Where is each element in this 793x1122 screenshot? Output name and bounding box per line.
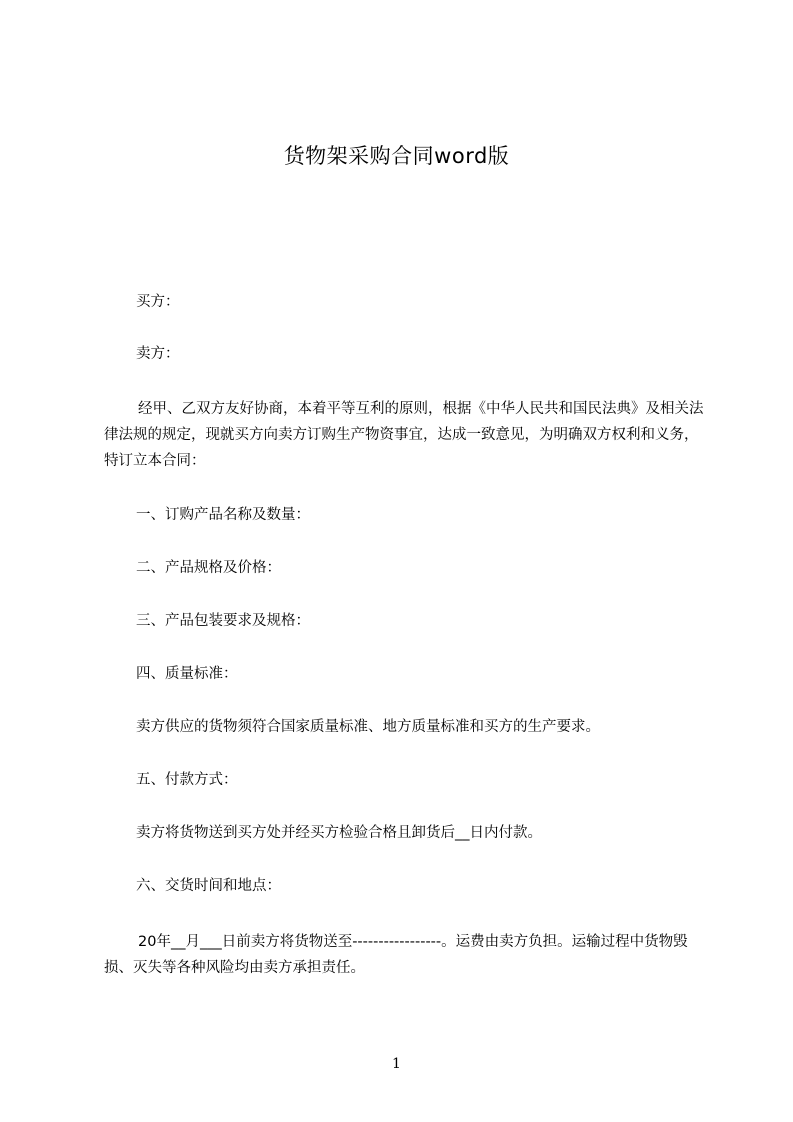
- section-6-paragraph: [104, 929, 704, 981]
- section-1-heading: 一、订购产品名称及数量：: [136, 507, 310, 523]
- buyer-label: 买方：: [136, 294, 180, 310]
- section-5-heading: 五、付款方式：: [136, 772, 238, 788]
- section-4-heading: 四、质量标准：: [136, 666, 238, 682]
- section-5-body: 卖方将货物送到买方处并经买方检验合格且卸货后__日内付款。: [136, 825, 542, 841]
- section-6-body: 20年__月___日前卖方将货物送至-----------------。运费由卖方负担。运输过程中货物毁损、灭失等各种风险均由卖方承担责任。: [104, 934, 688, 976]
- page-number: 1: [392, 1056, 401, 1072]
- document-title: 货物架采购合同word版: [283, 144, 510, 168]
- section-2-heading: 二、产品规格及价格：: [136, 560, 281, 576]
- section-6-heading: 六、交货时间和地点：: [136, 878, 281, 894]
- intro-text: 经甲、乙双方友好协商，本着平等互利的原则，根据《中华人民共和国民法典》及相关法律法规的规定，现就买方向卖方订购生产物资事宜，达成一致意见，为明确双方权利和义务，特订立本合同：: [104, 401, 704, 469]
- seller-label: 卖方：: [136, 346, 180, 362]
- section-3-heading: 三、产品包装要求及规格：: [136, 613, 310, 629]
- intro-paragraph: [104, 396, 704, 474]
- section-4-body: 卖方供应的货物须符合国家质量标准、地方质量标准和买方的生产要求。: [136, 719, 600, 735]
